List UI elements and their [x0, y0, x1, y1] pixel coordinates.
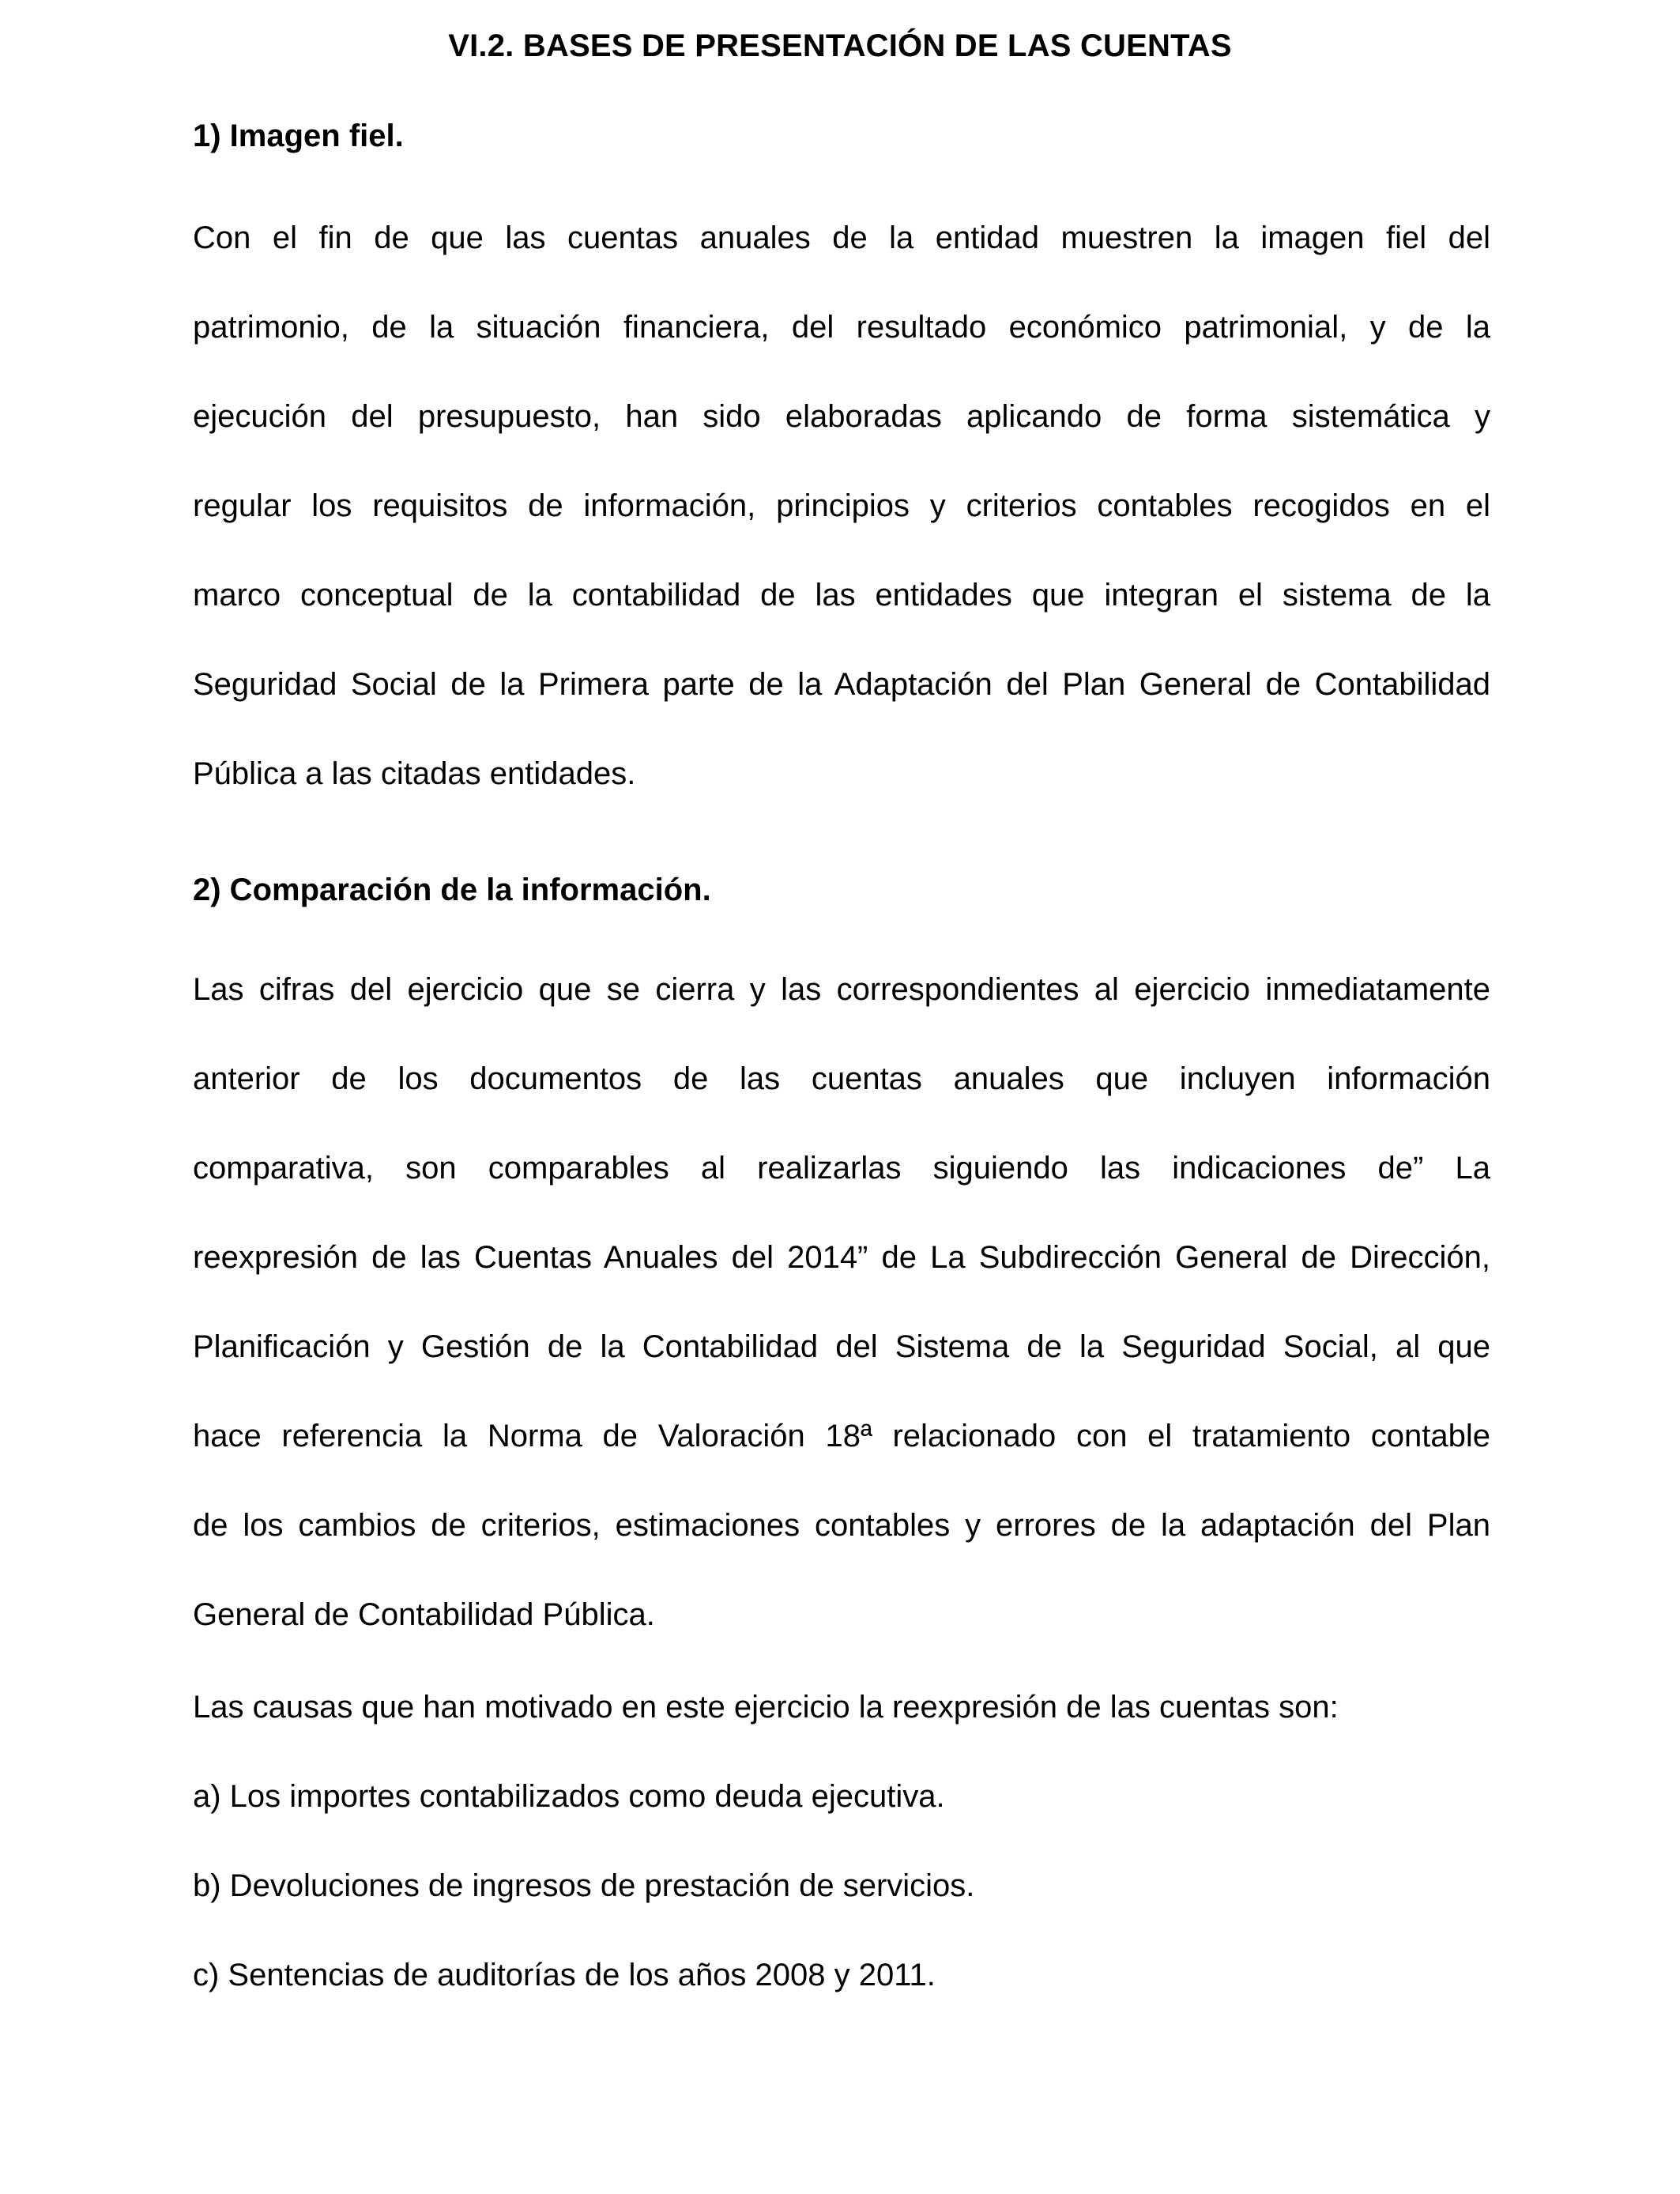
causes-intro: Las causas que han motivado en este ejercicio la reexpresión de las cuentas son: [193, 1690, 1339, 1725]
paragraph-line: Pública a las citadas entidades. [193, 756, 636, 791]
paragraph-line: General de Contabilidad Pública. [193, 1597, 655, 1632]
paragraph-imagen-fiel [193, 194, 1490, 819]
paragraph-comparacion [193, 945, 1490, 1660]
paragraph-line: Con el fin de que las cuentas anuales de la entidad muestren la imagen fiel del [193, 221, 1490, 255]
cause-item-b: b) Devoluciones de ingresos de prestación de servicios. [193, 1868, 975, 1903]
paragraph-line: regular los requisitos de información, principios y criterios contables recogidos en el [193, 488, 1490, 523]
paragraph-line: hace referencia la Norma de Valoración 18ª relacionado con el tratamiento contable [193, 1419, 1490, 1453]
cause-item-c: c) Sentencias de auditorías de los años 2008 y 2011. [193, 1958, 936, 1992]
document-title: VI.2. BASES DE PRESENTACIÓN DE LAS CUENTAS [448, 28, 1232, 63]
paragraph-line: marco conceptual de la contabilidad de las entidades que integran el sistema de la [193, 578, 1490, 613]
cause-item-a: a) Los importes contabilizados como deuda ejecutiva. [193, 1779, 945, 1814]
paragraph-line: Planificación y Gestión de la Contabilidad del Sistema de la Seguridad Social, al que [193, 1329, 1490, 1364]
paragraph-line: anterior de los documentos de las cuentas anuales que incluyen información [193, 1061, 1490, 1096]
paragraph-line: patrimonio, de la situación financiera, del resultado económico patrimonial, y de la [193, 310, 1490, 345]
paragraph-line: de los cambios de criterios, estimaciones contables y errores de la adaptación del Plan [193, 1508, 1490, 1543]
paragraph-line: reexpresión de las Cuentas Anuales del 2014” de La Subdirección General de Dirección, [193, 1240, 1490, 1275]
section-heading-imagen-fiel: 1) Imagen fiel. [193, 119, 404, 153]
section-heading-comparacion: 2) Comparación de la información. [193, 873, 711, 907]
paragraph-line: comparativa, son comparables al realizarlas siguiendo las indicaciones de” La [193, 1151, 1490, 1186]
paragraph-line: Las cifras del ejercicio que se cierra y las correspondientes al ejercicio inmediatamente [193, 972, 1490, 1007]
paragraph-line: ejecución del presupuesto, han sido elaboradas aplicando de forma sistemática y [193, 399, 1490, 434]
paragraph-line: Seguridad Social de la Primera parte de la Adaptación del Plan General de Contabilidad [193, 667, 1490, 702]
